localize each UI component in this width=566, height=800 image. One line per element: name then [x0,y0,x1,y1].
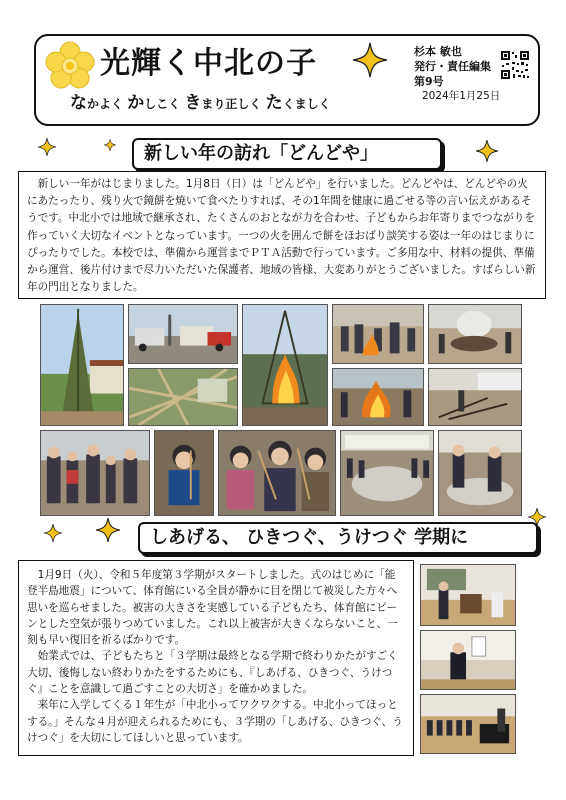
photo-families [40,430,150,516]
motto-rest: まり正しく [201,97,266,111]
article-paragraph: 来年に入学してくる１年生が「中北小ってワクワクする。中北小ってほっとする。」そんな４月が迎えられるためにも、３学期の「しあげる、ひきつぐ、うけつぐ」を大切にしてほしいと思っています。 [27,699,403,744]
motto-rest: くましく [282,97,331,111]
author-name: 杉本 敏也 [414,45,462,58]
photo-bamboo-stack [128,368,238,426]
photo-kids-ashes [438,430,522,516]
third-term-article [18,560,414,756]
photo-child-mochi [154,430,214,516]
article-paragraph: 始業式では、子どもたちと「３学期は最終となる学期で終わりかたがすごく大切、後悔しない終わりかたをするためにも、『しあげる、ひきつぐ、うけつぐ』ことを意識して過ごすことの大切さ」を確かめました。 [27,650,398,696]
motto-initial: か [127,93,145,113]
photo-gym-stage [420,630,516,690]
motto-initial: た [265,93,283,113]
photo-crowd-fire [332,304,424,364]
photo-trucks [128,304,238,364]
issue-date: 2024年1月25日 [422,90,501,102]
motto-rest: かよく [87,97,128,111]
photo-gym-speech [420,564,516,626]
newsletter-title: 光輝く中北の子 [100,46,317,81]
dondoya-article [18,171,546,299]
photo-aftermath [428,368,522,426]
flower-logo-icon [44,40,96,92]
sparkle-icon [476,140,498,162]
sparkle-icon [352,42,388,78]
section-title-dondoya: 新しい年の訪れ「どんどや」 [132,138,442,170]
qr-code-icon[interactable] [500,50,530,80]
sparkle-icon [96,518,120,542]
photo-fire-burning [332,368,424,426]
editor-role: 発行・責任編集 [414,60,491,73]
photo-kids-grilling [218,430,336,516]
photo-bonfire [242,304,328,426]
article-paragraph: 新しい一年がはじまりました。1月8日（日）は「どんどや」を行いました。どんどやは、どんどやの火にあたったり、残り火で鏡餅を焼いて食べたりすれば、その1年間を健康に過ごせる等の言い伝えがあるそうです。中北小では地域で継承され、たくさんのおとなが力を合わせ、子どもからお年寄りまでつながりを作っていく大切なイベントとなっています。一つの火を囲んで餅をほおばり談笑する姿は一年のはじまりにぴったりでした。本校では、準備から運営までＰＴＡ活動で行っています。ご多用な中、材料の提供、準備から運営、後片付けまで尽力いただいた保護者、地域の皆様、大変ありがとうございました。すばらしい新年の門出となりました。 [27,178,536,294]
issue-number: 第9号 [414,75,444,88]
sparkle-icon [44,524,62,542]
photo-smoke [428,304,522,364]
section-title-third-term: しあげる、 ひきつぐ、うけつぐ 学期に [138,522,538,554]
photo-gym-assembly [420,694,516,754]
motto-initial: き [184,93,202,113]
issue-info [414,44,500,104]
article-paragraph: 1月9日（火）、令和５年度第３学期がスタートしました。式のはじめに「能登半島地震」について、体育館にいる全員が静かに目を閉じて被災した方々へ思いを巡らせました。被害の大きさを実感している子どもたち、体育館にピーンとした空気が張りつめていました。これ以上被害が大きくならないこと、一刻も早い復旧を祈るばかりです。 [27,569,398,647]
school-motto [70,94,331,113]
motto-rest: しこく [144,97,185,111]
photo-collage [40,304,522,516]
motto-initial: な [70,93,87,113]
sparkle-icon [38,138,56,156]
sparkle-icon [104,136,116,148]
photo-bamboo-pyre [40,304,124,426]
photo-ash-circle [340,430,434,516]
